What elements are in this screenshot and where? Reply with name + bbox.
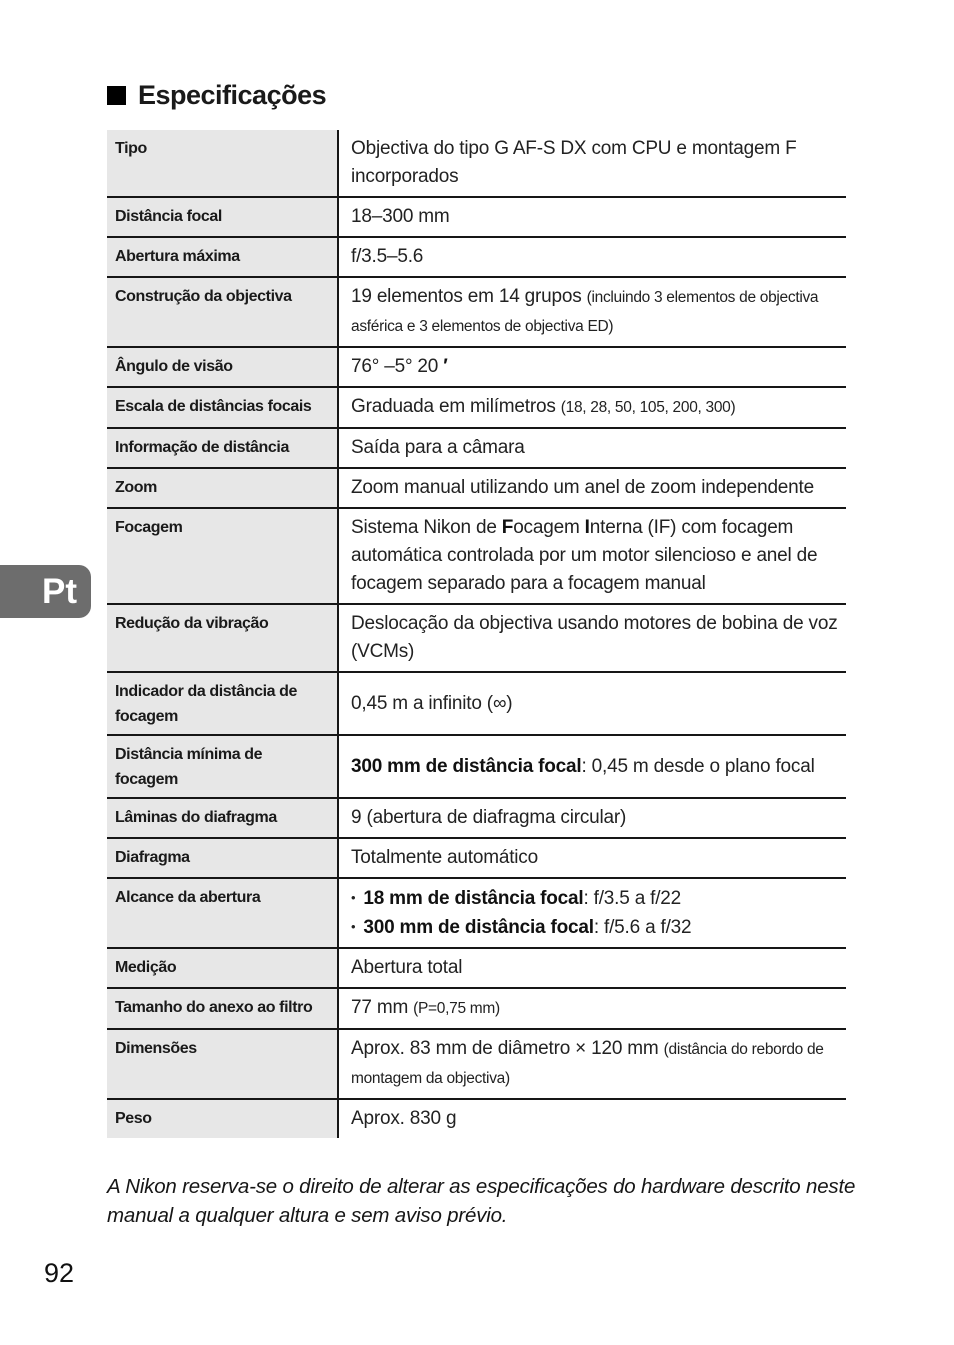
spec-value [337, 509, 846, 603]
spec-value [337, 1030, 846, 1098]
table-row [107, 198, 846, 238]
spec-value-segment: Aprox. 830 g [351, 1108, 457, 1129]
spec-value [337, 949, 846, 987]
spec-value-segment: F [501, 517, 514, 538]
spec-value-segment: : f/5.6 a f/32 [593, 917, 692, 938]
spec-value-text [351, 243, 842, 271]
spec-label: Ângulo de visão [107, 348, 337, 386]
spec-label: Alcance da abertura [107, 879, 337, 947]
table-row [107, 839, 846, 879]
spec-value-segment: Totalmente automático [351, 847, 538, 868]
section-marker-icon [107, 86, 126, 105]
spec-value [337, 605, 846, 671]
page-number: 92 [44, 1258, 75, 1288]
spec-label: Focagem [107, 509, 337, 603]
spec-value-text [351, 1105, 842, 1133]
spec-value [337, 238, 846, 276]
bullet-list-item [351, 884, 842, 913]
spec-value [337, 673, 846, 734]
spec-label: Tamanho do anexo ao filtro [107, 989, 337, 1028]
section-heading [107, 82, 326, 109]
spec-value-segment: ′ [438, 356, 448, 377]
language-tab-pt [0, 565, 91, 618]
spec-value-text [351, 690, 842, 718]
spec-value [337, 839, 846, 877]
table-row [107, 1100, 846, 1138]
spec-value-segment: Deslocação da objectiva usando motores de bobina de voz (VCMs) [351, 613, 838, 662]
spec-value-segment: I [584, 517, 590, 538]
spec-value-segment: (18, 28, 50, 105, 200, 300) [560, 399, 736, 416]
table-row [107, 429, 846, 469]
spec-value-segment: (distância do rebordo de montagem da objectiva) [351, 1041, 824, 1087]
spec-value [337, 736, 846, 797]
spec-value-segment: ocagem [513, 517, 585, 538]
table-row [107, 388, 846, 429]
spec-value-segment: 300 mm de distância focal [351, 755, 582, 777]
spec-value-segment: 76° –5° 20 [351, 356, 439, 377]
spec-value-segment: 18 mm de distância focal [363, 888, 584, 909]
spec-value [337, 388, 846, 427]
spec-value-text [351, 844, 842, 872]
spec-value-text [351, 884, 842, 942]
spec-value-text [351, 353, 842, 381]
spec-value-text [351, 434, 842, 462]
spec-value [337, 989, 846, 1028]
spec-label: Diafragma [107, 839, 337, 877]
spec-label: Lâminas do diafragma [107, 799, 337, 837]
bullet-icon: • [351, 890, 356, 905]
table-row [107, 989, 846, 1030]
section-title: Especificações [138, 80, 327, 110]
spec-value [337, 130, 846, 196]
specifications-table [107, 130, 846, 1138]
spec-value-text [351, 804, 842, 832]
spec-value-text [351, 203, 842, 231]
spec-value-text [351, 514, 842, 598]
spec-value [337, 198, 846, 236]
spec-label: Indicador da distância de focagem [107, 673, 337, 734]
bullet-list-item [351, 913, 842, 942]
spec-label: Tipo [107, 130, 337, 196]
spec-value-text [351, 393, 842, 422]
spec-value-text [351, 954, 842, 982]
spec-label: Informação de distância [107, 429, 337, 467]
spec-value-segment: : 0,45 m desde o plano focal [581, 755, 815, 777]
spec-value-segment: (incluindo 3 elementos de objectiva asférica e 3 elementos de objectiva ED) [351, 289, 819, 335]
spec-value-segment: Sistema Nikon de [351, 517, 502, 538]
spec-value [337, 278, 846, 346]
spec-value-segment: Saída para a câmara [351, 437, 525, 458]
spec-value [337, 429, 846, 467]
spec-value-segment: (P=0,75 mm) [413, 1000, 500, 1017]
spec-value-segment: Zoom manual utilizando um anel de zoom independente [351, 477, 814, 498]
spec-value-text [351, 753, 842, 781]
spec-label: Distância mínima de focagem [107, 736, 337, 797]
spec-label: Redução da vibração [107, 605, 337, 671]
spec-value-segment: Graduada em milímetros [351, 396, 561, 417]
footer-note: A Nikon reserva-se o direito de alterar as especificações do hardware descrito neste manual a qualquer altura e sem aviso prévio. [107, 1175, 856, 1227]
spec-label: Medição [107, 949, 337, 987]
spec-value-segment: 77 mm [351, 997, 414, 1018]
spec-value [337, 879, 846, 947]
table-row [107, 736, 846, 799]
spec-value-segment: Abertura total [351, 957, 463, 978]
spec-value-segment: nterna (IF) com focagem automática controlada por um motor silencioso e anel de focagem separado para a focagem manual [351, 517, 818, 594]
spec-value [337, 799, 846, 837]
spec-label: Construção da objectiva [107, 278, 337, 346]
spec-label: Dimensões [107, 1030, 337, 1098]
language-tab-label: Pt [42, 571, 77, 611]
spec-value-text [351, 1035, 842, 1093]
spec-value-text [351, 135, 842, 191]
spec-value [337, 348, 846, 386]
spec-value-segment: 18–300 mm [351, 206, 450, 227]
table-row [107, 799, 846, 839]
spec-value-text [351, 994, 842, 1023]
spec-value [337, 1100, 846, 1138]
table-row [107, 238, 846, 278]
spec-value-segment: 0,45 m a infinito (∞) [351, 692, 513, 714]
table-row [107, 130, 846, 198]
spec-value-segment: f/3.5–5.6 [351, 246, 424, 267]
spec-value-text [351, 283, 842, 341]
spec-label: Abertura máxima [107, 238, 337, 276]
table-row [107, 469, 846, 509]
table-row [107, 278, 846, 348]
spec-value-segment: 300 mm de distância focal [363, 917, 594, 938]
table-row [107, 348, 846, 388]
bullet-icon: • [351, 919, 356, 934]
spec-value-segment: Aprox. 83 mm de diâmetro × 120 mm [351, 1038, 664, 1059]
spec-value-segment: Objectiva do tipo G AF-S DX com CPU e montagem F incorporados [351, 138, 797, 187]
table-row [107, 949, 846, 989]
table-row [107, 509, 846, 605]
spec-label: Peso [107, 1100, 337, 1138]
spec-value-text [351, 474, 842, 502]
spec-value-segment: 9 (abertura de diafragma circular) [351, 807, 627, 828]
table-row [107, 879, 846, 949]
spec-value-segment: 19 elementos em 14 grupos [351, 286, 587, 307]
spec-label: Distância focal [107, 198, 337, 236]
spec-value [337, 469, 846, 507]
table-row [107, 1030, 846, 1100]
table-row [107, 605, 846, 673]
spec-label: Zoom [107, 469, 337, 507]
spec-label: Escala de distâncias focais [107, 388, 337, 427]
spec-value-segment: : f/3.5 a f/22 [583, 888, 682, 909]
spec-value-text [351, 610, 842, 666]
table-row [107, 673, 846, 736]
